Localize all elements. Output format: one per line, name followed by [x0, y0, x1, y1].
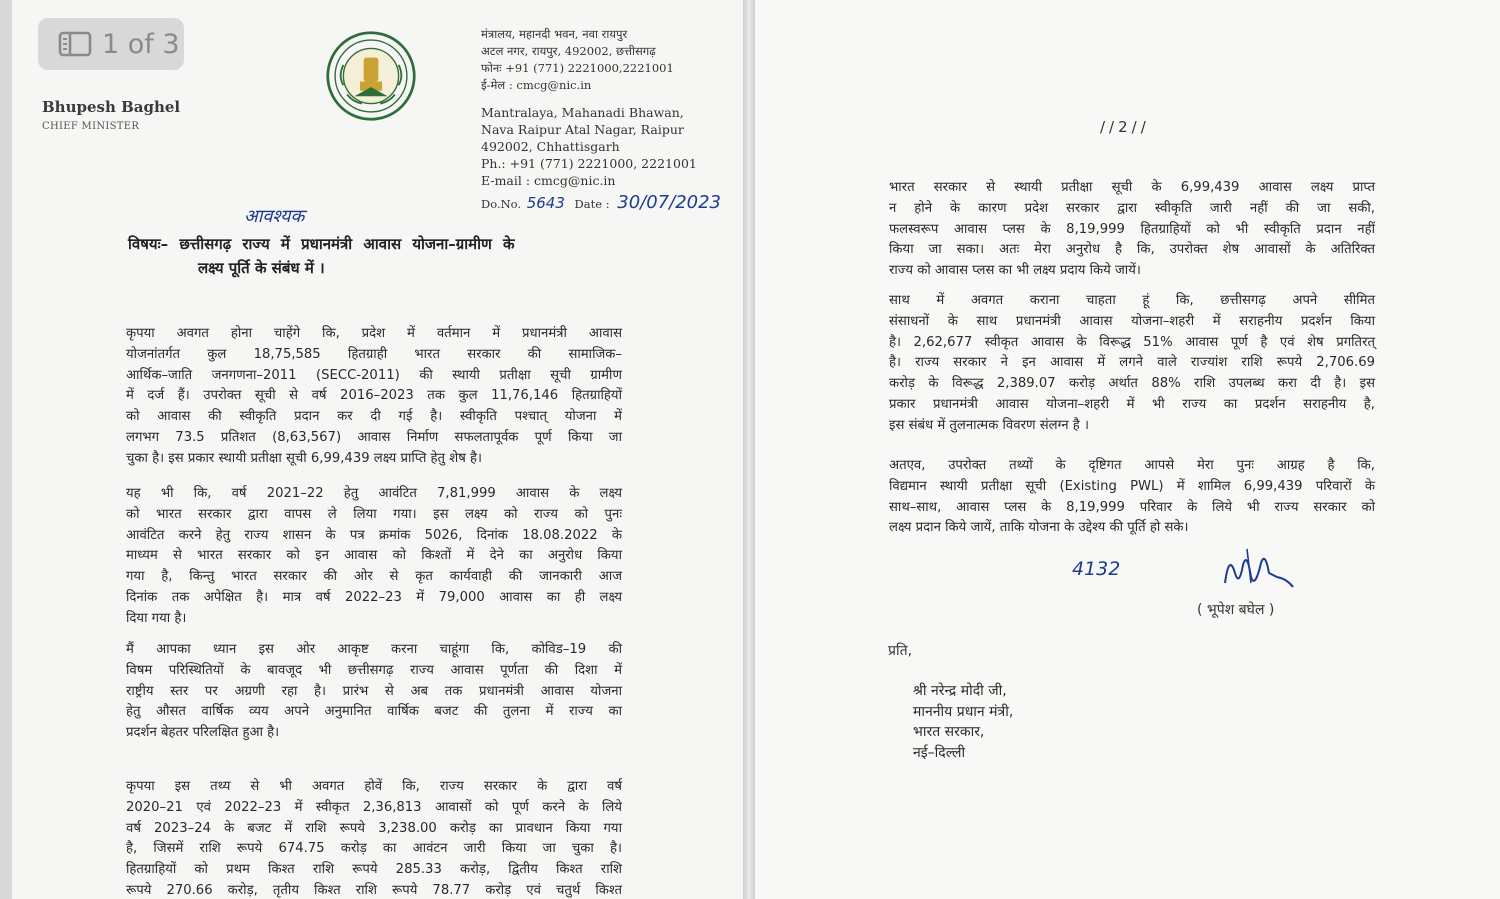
- letter-page-1: [12, 0, 743, 899]
- sender-name: Bhupesh Baghel: [42, 98, 181, 116]
- handwritten-initials: 4132: [1072, 558, 1121, 580]
- sender-role: CHIEF MINISTER: [42, 121, 140, 132]
- handwritten-signature-icon: [1217, 543, 1297, 595]
- page-number-mark: //2//: [1100, 118, 1150, 136]
- paragraph: मैं आपका ध्यान इस ओर आकृष्ट करना चाहूंगा कि, कोविड–19 की विषम परिस्थितियों के बावजूद भी छत्तीसगढ़ राज्य आवास पूर्णता की दिशा में राष्ट्रीय स्तर पर अग्रणी रहा है। प्रारंभ से अब तक प्रधानमंत्री आवास योजना हेतु औसत वार्षिक व्यय अपने अनुमानित वार्षिक बजट की तुलना में राज्य का प्रदर्शन बेहतर परिलक्षित हुआ है।: [126, 642, 622, 741]
- page-counter-text: 1 of 3: [102, 28, 180, 60]
- doc-no-value: 5643: [526, 194, 565, 212]
- paragraph: कृपया अवगत होना चाहेंगे कि, प्रदेश में वर्तमान में प्रधानमंत्री आवास योजनांतर्गत कुल 18,75,585 हितग्राही भारत सरकार की सामाजिक– आर्थिक–जाति जनगणना–2011 (SECC-2011) की स्थायी प्रतीक्षा सूची ग्रामीण में दर्ज हैं। उपरोक्त सूची से वर्ष 2016–2023 तक कुल 11,76,146 हितग्राहियों को आवास की स्वीकृति प्रदान कर दी गई है। स्वीकृति पश्चात् योजना में लगभग 73.5 प्रतिशत (8,63,567) आवास निर्माण सफलतापूर्वक पूर्ण किया जा चुका है। इस प्रकार स्थायी प्रतीक्षा सूची 6,99,439 लक्ष्य प्राप्ति हेतु शेष है।: [126, 326, 622, 466]
- handwritten-note: आवश्यक: [244, 206, 305, 227]
- subject: विषयः– छत्तीसगढ़ राज्य में प्रधानमंत्री आवास योजना–ग्रामीण के लक्ष्य पूर्ति के संबंध में ।: [128, 235, 515, 277]
- page-divider: [743, 0, 755, 899]
- doc-number-date: [481, 192, 721, 213]
- sidebar-panel-icon: [58, 31, 92, 57]
- chhattisgarh-state-emblem-icon: [325, 30, 417, 122]
- salutation-prati: प्रति,: [888, 643, 913, 659]
- doc-no-label: Do.No.: [481, 197, 522, 211]
- paragraph: यह भी कि, वर्ष 2021–22 हेतु आवंटित 7,81,999 आवास के लक्ष्य को भारत सरकार द्वारा वापस ले लिया गया। इस लक्ष्य को राज्य को पुनः आवंटित करने हेतु राज्य शासन के पत्र क्रमांक 5026, दिनांक 18.08.2022 के माध्यम से भारत सरकार को इन आवास को किश्तों में देने का अनुरोध किया गया है, किन्तु भारत सरकार की ओर से कृत कार्यवाही की जानकारी आज दिनांक तक अपेक्षित है। मात्र वर्ष 2022–23 में 79,000 आवास का ही लक्ष्य दिया गया है।: [126, 486, 622, 626]
- date-label: Date :: [574, 197, 610, 211]
- signatory-name: ( भूपेश बघेल ): [1197, 602, 1275, 618]
- page-counter-badge[interactable]: [38, 18, 184, 70]
- paragraph: कृपया इस तथ्य से भी अवगत होवें कि, राज्य सरकार के द्वारा वर्ष 2020–21 एवं 2022–23 में स्वीकृत 2,36,813 आवासों को पूर्ण करने के लिये वर्ष 2023–24 के बजट में राशि रूपये 3,238.00 करोड़ का प्रावधान किया गया है, जिसमें राशि रूपये 674.75 करोड़ का आवंटन जारी किया जा चुका है। हितग्राहियों को प्रथम किश्त राशि रूपये 285.33 करोड़, द्वितीय किश्त राशि रूपये 270.66 करोड़, तृतीय किश्त राशि रूपये 78.77 करोड़ एवं चतुर्थ किश्त: [126, 779, 622, 898]
- date-value: 30/07/2023: [617, 192, 721, 213]
- addressee-block: श्री नरेन्द्र मोदी जी, माननीय प्रधान मंत्री, भारत सरकार, नई–दिल्ली: [913, 683, 1014, 761]
- paragraph: साथ में अवगत कराना चाहता हूं कि, छत्तीसगढ़ अपने सीमित संसाधनों के साथ प्रधानमंत्री आवास योजना–शहरी में सराहनीय प्रदर्शन किया है। 2,62,677 स्वीकृत आवास के विरूद्ध 51% आवास पूर्ण है एवं शेष प्रगतिरत् है। राज्य सरकार ने इन आवास में लगने वाले राज्यांश राशि रूपये 2,706.69 करोड़ के विरूद्ध 2,389.07 करोड़ अर्थात 88% राशि उपलब्ध करा दी है। इस प्रकार प्रधानमंत्री आवास योजना–शहरी में भी राज्य का प्रदर्शन सराहनीय है, इस संबंध में तुलनात्मक विवरण संलग्न है ।: [889, 293, 1375, 433]
- paragraph: अतएव, उपरोक्त तथ्यों के दृष्टिगत आपसे मेरा पुनः आग्रह है कि, विद्यमान स्थायी प्रतीक्षा सूची (Existing PWL) में शामिल 6,99,439 परिवारों के साथ–साथ, आवास प्लस के 8,19,999 परिवार के लिये भी राज्य सरकार को लक्ष्य प्रदान किये जायें, ताकि योजना के उद्देश्य की पूर्ति हो सके।: [889, 458, 1375, 536]
- letter-page-2: [755, 0, 1500, 899]
- paragraph: भारत सरकार से स्थायी प्रतीक्षा सूची के 6,99,439 आवास लक्ष्य प्राप्त न होने के कारण प्रदेश सरकार द्वारा स्वीकृति जारी नहीं की जा सकी, फलस्वरूप आवास प्लस के 8,19,999 हितग्राहियों को भी स्वीकृति प्रदान नहीं किया जा सका। अतः मेरा अनुरोध है कि, उपरोक्त शेष आवासों के अतिरिक्त राज्य को आवास प्लस का भी लक्ष्य प्रदाय किये जायें।: [889, 180, 1375, 279]
- address-hindi: मंत्रालय, महानदी भवन, नवा रायपुर अटल नगर, रायपुर, 492002, छत्तीसगढ़ फोनः +91 (771) 2221000,2221001 ई-मेल : cmcg@nic.in: [481, 27, 674, 92]
- address-english: Mantralaya, Mahanadi Bhawan, Nava Raipur Atal Nagar, Raipur 492002, Chhattisgarh Ph.: +91 (771) 2221000, 2221001 E-mail : cmcg@nic.in: [481, 105, 697, 188]
